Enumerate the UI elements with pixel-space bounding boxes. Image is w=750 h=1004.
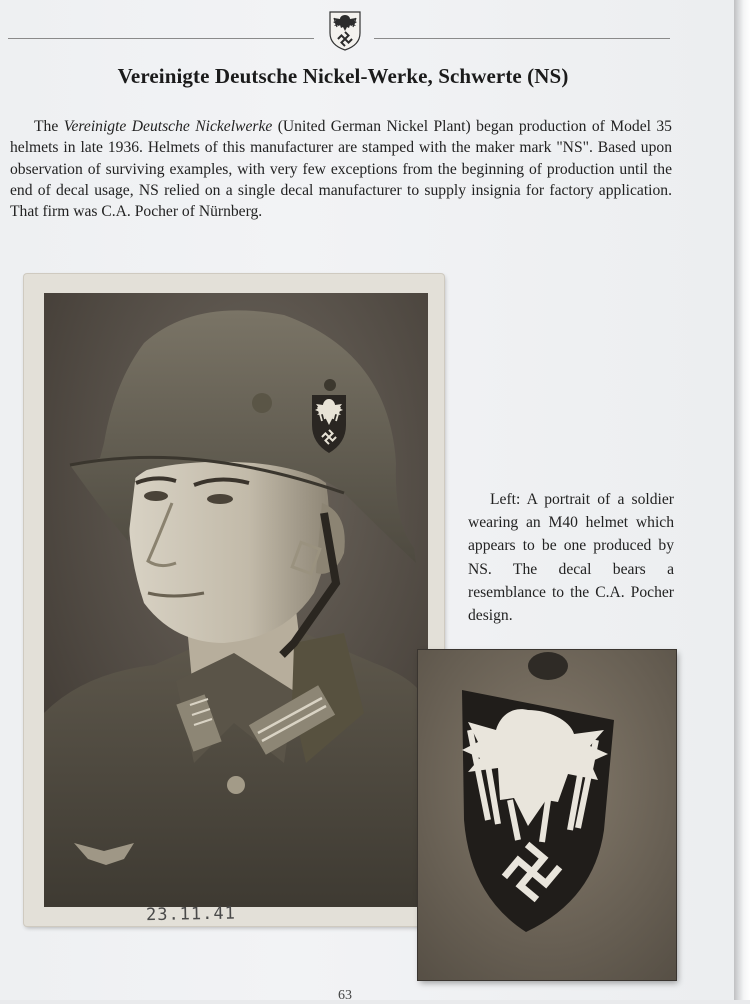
intro-body: (United German Nickel Plant) began production of Model 35 helmets in late 1936. Helmets of this manufacturer are stamped with the maker mark "NS". Based upon observation of surviving examples, with very few exceptions from the beginning of production until the end of decal usage, NS relied on a single decal manufacturer to supply insignia for factory application. That firm was C.A. Pocher of Nürnberg. <box>10 118 672 221</box>
eagle-decal-icon <box>328 11 362 51</box>
intro-prefix: The <box>34 118 64 135</box>
page-gutter <box>734 0 750 1000</box>
caption-text: Left: A portrait of a soldier wearing an M40 helmet which appears to be one produced by NS. The decal bears a resemblance to the C.A. Pocher design. <box>468 491 674 625</box>
header-rule-right <box>374 38 670 39</box>
handwritten-date: 23.11.41 <box>145 903 237 926</box>
page-number: 63 <box>338 988 352 1003</box>
intro-paragraph <box>10 116 672 222</box>
header-rule-left <box>8 38 314 39</box>
soldier-portrait-photo <box>44 293 428 907</box>
intro-italic-name: Vereinigte Deutsche Nickelwerke <box>63 118 273 135</box>
photo-caption <box>468 488 674 627</box>
decal-closeup-photo <box>418 650 676 980</box>
section-title: Vereinigte Deutsche Nickel-Werke, Schwerte (NS) <box>117 64 569 88</box>
